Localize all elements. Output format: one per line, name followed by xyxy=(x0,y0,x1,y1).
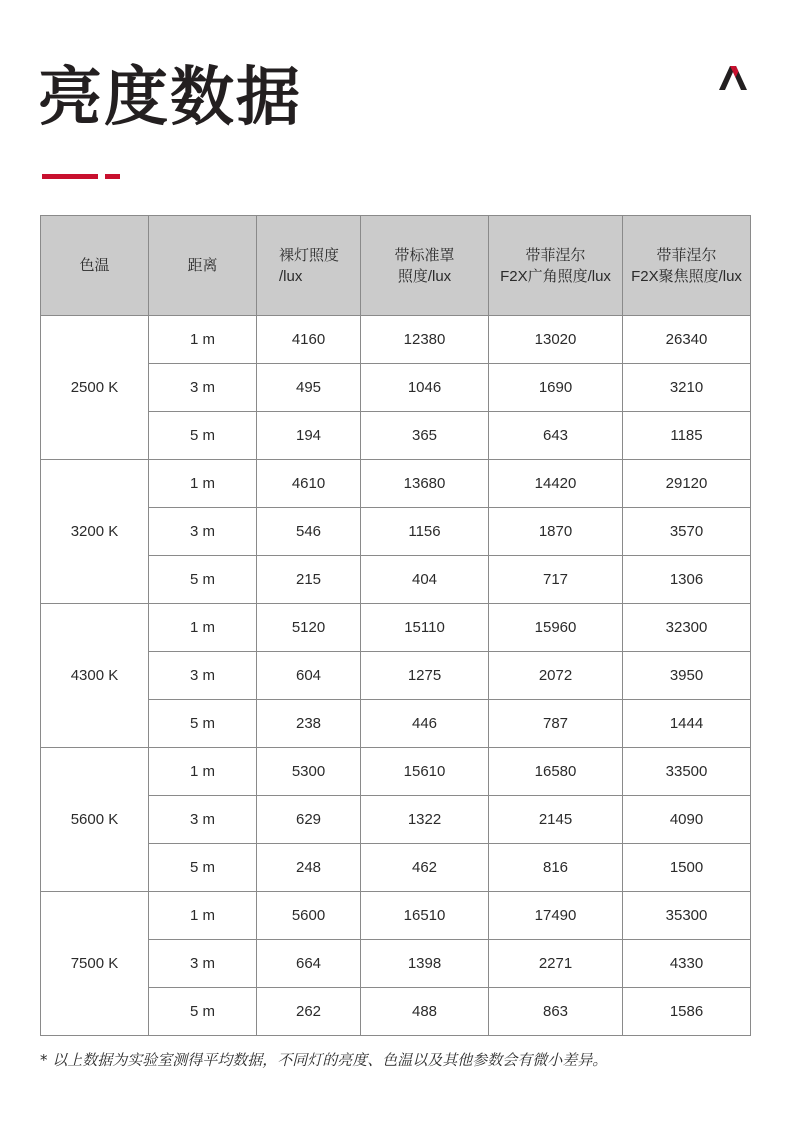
standard-cell: 404 xyxy=(361,556,489,604)
table-row xyxy=(41,460,751,508)
table-body xyxy=(41,316,751,1036)
standard-cell: 1046 xyxy=(361,364,489,412)
header-standard-line2: 照度/lux xyxy=(397,267,452,285)
table-row xyxy=(41,892,751,940)
standard-cell: 12380 xyxy=(361,316,489,364)
distance-cell: 5 m xyxy=(149,556,257,604)
spot-cell: 26340 xyxy=(623,316,751,364)
wide-cell: 717 xyxy=(489,556,623,604)
table-row xyxy=(41,604,751,652)
wide-cell: 787 xyxy=(489,700,623,748)
wide-cell: 13020 xyxy=(489,316,623,364)
distance-cell: 1 m xyxy=(149,316,257,364)
spot-cell: 29120 xyxy=(623,460,751,508)
header-row xyxy=(41,216,751,316)
wide-cell: 1690 xyxy=(489,364,623,412)
standard-cell: 13680 xyxy=(361,460,489,508)
spot-cell: 35300 xyxy=(623,892,751,940)
footnote: * 以上数据为实验室测得平均数据，不同灯的亮度、色温以及其他参数会有微小差异。 xyxy=(40,1051,608,1069)
bare-cell: 495 xyxy=(257,364,361,412)
distance-cell: 3 m xyxy=(149,652,257,700)
spot-cell: 4330 xyxy=(623,940,751,988)
bare-cell: 238 xyxy=(257,700,361,748)
standard-cell: 365 xyxy=(361,412,489,460)
spot-cell: 3950 xyxy=(623,652,751,700)
header-distance xyxy=(149,216,257,316)
distance-cell: 5 m xyxy=(149,988,257,1036)
standard-cell: 446 xyxy=(361,700,489,748)
spot-cell: 3570 xyxy=(623,508,751,556)
bare-cell: 664 xyxy=(257,940,361,988)
wide-cell: 643 xyxy=(489,412,623,460)
table-row xyxy=(41,316,751,364)
spot-cell: 3210 xyxy=(623,364,751,412)
bare-cell: 262 xyxy=(257,988,361,1036)
distance-cell: 5 m xyxy=(149,412,257,460)
header-bare-line2: /lux xyxy=(279,267,303,285)
header-bare-line1: 裸灯照度 xyxy=(279,246,340,264)
table-row xyxy=(41,748,751,796)
standard-cell: 15110 xyxy=(361,604,489,652)
spot-cell: 1586 xyxy=(623,988,751,1036)
spot-cell: 1306 xyxy=(623,556,751,604)
bare-cell: 629 xyxy=(257,796,361,844)
spot-cell: 4090 xyxy=(623,796,751,844)
header-distance-label: 距离 xyxy=(187,257,218,274)
aputure-a-logo-icon xyxy=(719,64,747,92)
spot-cell: 32300 xyxy=(623,604,751,652)
standard-cell: 462 xyxy=(361,844,489,892)
header-wide-line1: 带菲涅尔 xyxy=(525,246,586,264)
accent-bar-long xyxy=(42,174,98,179)
header-color-temp-label: 色温 xyxy=(79,257,110,274)
distance-cell: 3 m xyxy=(149,796,257,844)
standard-cell: 16510 xyxy=(361,892,489,940)
spot-cell: 1185 xyxy=(623,412,751,460)
bare-cell: 5300 xyxy=(257,748,361,796)
wide-cell: 14420 xyxy=(489,460,623,508)
distance-cell: 3 m xyxy=(149,508,257,556)
standard-cell: 1275 xyxy=(361,652,489,700)
table-header xyxy=(41,216,751,316)
wide-cell: 863 xyxy=(489,988,623,1036)
bare-cell: 194 xyxy=(257,412,361,460)
bare-cell: 546 xyxy=(257,508,361,556)
header-standard-line1: 带标准罩 xyxy=(394,246,455,264)
spot-cell: 33500 xyxy=(623,748,751,796)
color-temp-cell: 2500 K xyxy=(41,316,149,460)
wide-cell: 2145 xyxy=(489,796,623,844)
header-spot-line2: F2X聚焦照度/lux xyxy=(631,267,742,285)
header-wide xyxy=(489,216,623,316)
wide-cell: 1870 xyxy=(489,508,623,556)
bare-cell: 4610 xyxy=(257,460,361,508)
wide-cell: 15960 xyxy=(489,604,623,652)
header-color-temp xyxy=(41,216,149,316)
standard-cell: 15610 xyxy=(361,748,489,796)
bare-cell: 5120 xyxy=(257,604,361,652)
illuminance-table xyxy=(40,215,751,1036)
header-spot-line1: 带菲涅尔 xyxy=(656,246,717,264)
header-standard xyxy=(361,216,489,316)
bare-cell: 604 xyxy=(257,652,361,700)
color-temp-cell: 4300 K xyxy=(41,604,149,748)
standard-cell: 488 xyxy=(361,988,489,1036)
header-bare xyxy=(257,216,361,316)
standard-cell: 1322 xyxy=(361,796,489,844)
distance-cell: 1 m xyxy=(149,460,257,508)
color-temp-cell: 7500 K xyxy=(41,892,149,1036)
bare-cell: 248 xyxy=(257,844,361,892)
bare-cell: 5600 xyxy=(257,892,361,940)
wide-cell: 16580 xyxy=(489,748,623,796)
distance-cell: 3 m xyxy=(149,364,257,412)
distance-cell: 3 m xyxy=(149,940,257,988)
distance-cell: 1 m xyxy=(149,748,257,796)
standard-cell: 1156 xyxy=(361,508,489,556)
spot-cell: 1500 xyxy=(623,844,751,892)
wide-cell: 17490 xyxy=(489,892,623,940)
standard-cell: 1398 xyxy=(361,940,489,988)
distance-cell: 1 m xyxy=(149,604,257,652)
distance-cell: 5 m xyxy=(149,844,257,892)
bare-cell: 4160 xyxy=(257,316,361,364)
page-title: 亮度数据 xyxy=(38,61,302,135)
distance-cell: 1 m xyxy=(149,892,257,940)
color-temp-cell: 3200 K xyxy=(41,460,149,604)
color-temp-cell: 5600 K xyxy=(41,748,149,892)
accent-bar-short xyxy=(105,174,120,179)
header-spot xyxy=(623,216,751,316)
bare-cell: 215 xyxy=(257,556,361,604)
wide-cell: 816 xyxy=(489,844,623,892)
distance-cell: 5 m xyxy=(149,700,257,748)
header-wide-line2: F2X广角照度/lux xyxy=(500,267,611,285)
wide-cell: 2072 xyxy=(489,652,623,700)
spot-cell: 1444 xyxy=(623,700,751,748)
wide-cell: 2271 xyxy=(489,940,623,988)
